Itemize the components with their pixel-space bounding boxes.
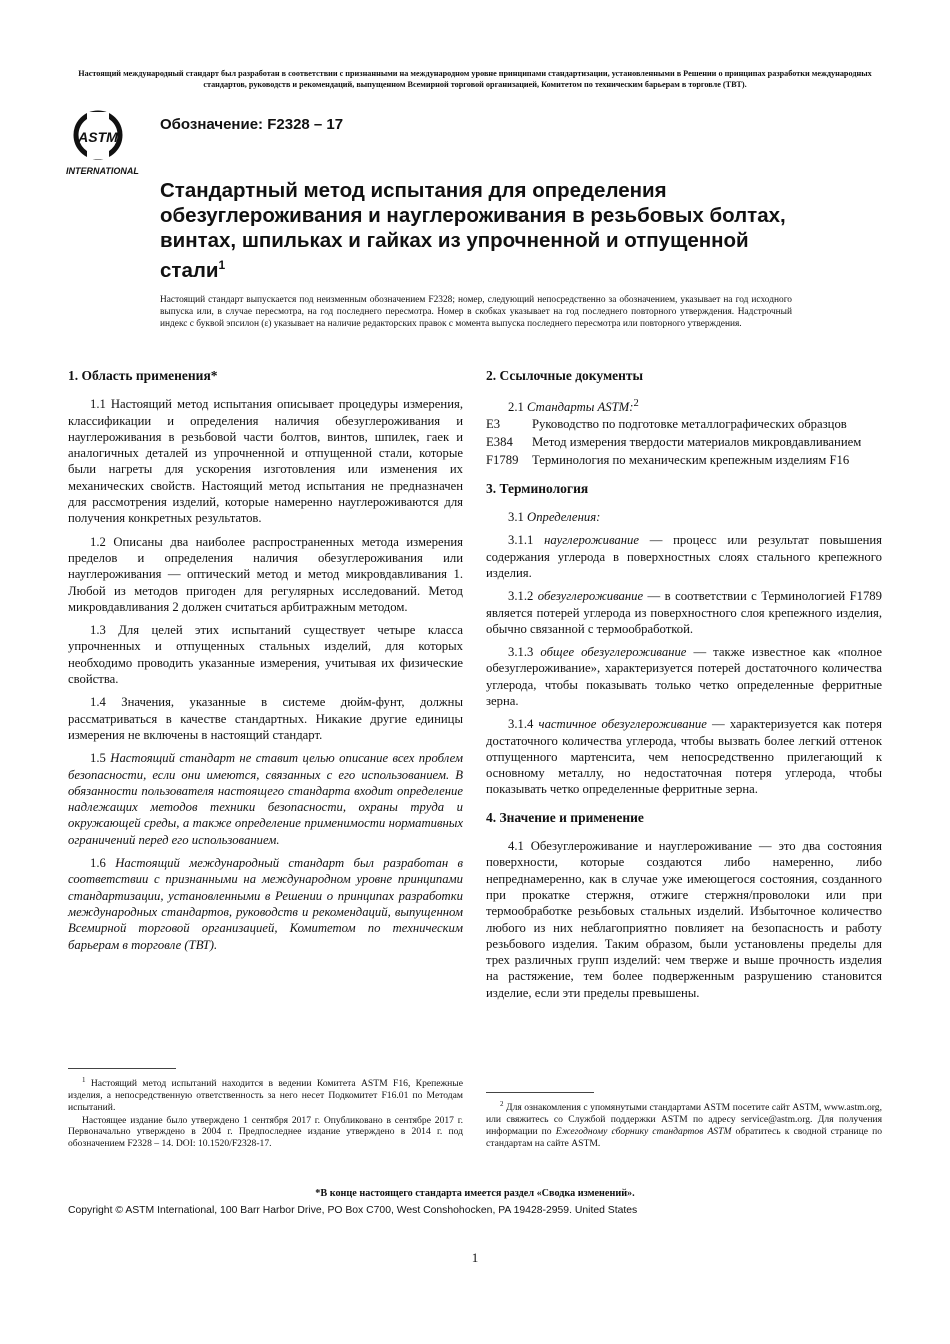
footnote-2-text-before: Для ознакомления с упомянутыми стандартами ASTM посетите сайт ASTM, www.astm.org, или свяжитесь со Службой поддержки ASTM по адресу service@astm.org. Для получения информации по (486, 1102, 882, 1137)
copyright-line: Copyright © ASTM International, 100 Barr Harbor Drive, PO Box C700, West Conshohocken, PA 19428-2959. United States (68, 1205, 638, 1216)
footnote-2-rule (486, 1092, 594, 1093)
term-3-1-3 (486, 644, 882, 709)
summary-of-changes-note: *В конце настоящего стандарта имеется раздел «Сводка изменений». (315, 1188, 635, 1199)
issuance-note: Настоящий стандарт выпускается под неизменным обозначением F2328; номер, следующий непосредственно за обозначением, указывает на год исходного выпуска или, в случае пересмотра, на год последнего пересмотра. Номер в скобках указывает на год последнего повторного утверждения. Надстрочный индекс с буквой эпсилон (ε) указывает на наличие редакторских правок с момента выпуска последнего пересмотра или повторного утверждения. (160, 295, 792, 330)
term-3-1-4-term: частичное обезуглероживание (538, 717, 707, 732)
section-2-heading: 2. Ссылочные документы (486, 368, 644, 383)
reference-code: F1789 (486, 453, 519, 468)
reference-title: Терминология по механическим крепежным изделиям F16 (532, 453, 850, 468)
paragraph-1-2: 1.2 Описаны два наиболее распространенных метода измерения пределов и определения наличия обезуглероживания или науглероживания — оптический метод и метод микровдавливания 1. Любой из методов пригоден для регулярных исследований. Метод микровдавливания 2 должен считаться арбитражным методом. (68, 534, 463, 614)
footnote-2-text-after: обратитесь к сводной странице по стандартам на сайте ASTM. (486, 1125, 882, 1149)
term-3-1-2-num: 3.1.2 (508, 589, 534, 604)
paragraph-1-3: 1.3 Для целей этих испытаний существует четыре класса упрочненных и отпущенных стальных изделий, для которых необходимо проводить указанные измерения, учитывая их физические свойства. (68, 623, 463, 687)
paragraph-3-1 (486, 509, 882, 525)
footnote-1-text-1: Настоящий метод испытаний находится в ведении Комитета ASTM F16, Крепежные изделия, а непосредственную ответственность за него несет Подкомитет F16.01 по Методам испытаний. (68, 1078, 463, 1113)
paragraph-2-1-text: Стандарты ASTM: (527, 400, 634, 415)
term-3-1-1 (486, 532, 882, 581)
paragraph-3-1-num: 3.1 (508, 510, 524, 525)
term-3-1-4 (486, 716, 882, 797)
paragraph-1-4: 1.4 Значения, указанные в системе дюйм-фунт, должны рассматриваться в качестве стандартных. Никакие другие единицы измерения не включены в настоящий стандарт. (68, 695, 463, 742)
section-3-heading: 3. Терминология (486, 480, 589, 496)
footnote-1-p1 (68, 1075, 463, 1114)
section-1-heading: 1. Область применения* (68, 368, 218, 383)
term-3-1-1-term: науглероживание (544, 533, 640, 548)
reference-title: Метод измерения твердости материалов микровдавливанием (532, 435, 862, 450)
paragraph-1-6-text: Настоящий международный стандарт был разработан в соответствии с признанными на международном уровне принципами стандартизации, установленными в Решении о принципах разработки международных стандартов, руководств и рекомендаций, выпущенном Всемирной торговой организацией, Комитетом по техническим барьерам в торговле (ТВТ). (68, 856, 463, 952)
section-4-heading: 4. Значение и применение (486, 809, 644, 825)
page-number: 1 (471, 1250, 479, 1265)
footnote-1-p2: Настоящее издание было утверждено 1 сентября 2017 г. Опубликовано в сентябре 2017 г. Первоначально утверждено в 2004 г. Предпоследнее издание утверждено в 2014 г. под обозначением F2328 – 14. DOI: 10.1520/F2328-17. (68, 1114, 463, 1150)
title-text: Стандартный метод испытания для определения обезуглероживания и науглероживания в резьбовых болтах, винтах, шпильках и гайках из упрочненной и отпущенной стали (160, 179, 786, 282)
footnote-2-text-italic: Ежегодному сборнику стандартов ASTM (555, 1125, 732, 1137)
term-3-1-3-text: — также известное как «полное обезуглероживание», характеризуется потерей достаточного количества углерода, чтобы показывать только четко определенные ферритные зерна. (486, 645, 883, 708)
term-3-1-2-text: — в соответствии с Терминологией F1789 является потерей углерода из поверхностного слоя крепежного изделия, обычно связанной с термообработкой. (486, 589, 882, 636)
reference-item (486, 434, 882, 450)
astm-logo-subtext: INTERNATIONAL (66, 166, 139, 176)
astm-logo (66, 104, 152, 178)
reference-title: Руководство по подготовке металлографических образцов (532, 416, 847, 431)
left-column (68, 368, 463, 960)
term-3-1-4-text: — характеризуется как потеря достаточного количества углерода, чтобы вызвать более легкий оттенок отпущенного мартенсита, чем непосредственно прилегающий к основному металлу, но недостаточная потеря углерода, чтобы показывать четко определенные ферритные зерна. (486, 717, 882, 797)
term-3-1-2 (486, 588, 882, 637)
term-3-1-1-num: 3.1.1 (508, 533, 534, 548)
paragraph-3-1-label: Определения: (527, 510, 601, 525)
paragraph-2-1 (508, 396, 882, 416)
term-3-1-1-text: — процесс или результат повышения содержания углерода в поверхностных слоях стального крепежного изделия. (486, 533, 882, 580)
reference-code: E384 (486, 435, 513, 450)
paragraph-2-1-num: 2.1 (508, 400, 524, 415)
footnote-1-num: 1 (82, 1076, 86, 1084)
astm-logo-text: ASTM (78, 129, 118, 145)
paragraph-1-1: 1.1 Настоящий метод испытания описывает процедуры измерения, классификации и определения наличия обезуглероживания и науглероживания в резьбовой части болтов, винтов, шпилек, гаек и аналогичных деталей из упрочненной и отпущенной стали, которые были нагреты для ускорения изготовления или изменения их механических свойств. Настоящий метод испытания не предназначен для рассмотрения изделий, которые намеренно науглероживаются для получения конкретных результатов. (68, 397, 463, 526)
footnote-2-p1 (486, 1099, 882, 1149)
footnote-2-num: 2 (500, 1100, 504, 1108)
term-3-1-3-term: общее обезуглероживание (540, 645, 687, 660)
right-column (486, 368, 882, 1008)
header-notice: Настоящий международный стандарт был разработан в соответствии с признанными на международном уровне принципами стандартизации, установленными в Решении о принципах разработки международных стандартов, руководств и рекомендаций, выпущенном Всемирной торговой организацией, Комитетом по техническим барьерам в торговле (ТВТ). (78, 69, 872, 89)
footnote-2-ref: 2 (633, 398, 639, 410)
reference-code: E3 (486, 416, 501, 431)
title-footnote-ref: 1 (218, 258, 226, 272)
term-3-1-4-num: 3.1.4 (508, 717, 534, 732)
footnote-1-rule (68, 1068, 176, 1069)
paragraph-1-6-num: 1.6 (90, 856, 106, 871)
paragraph-1-6 (68, 855, 463, 953)
paragraph-1-5-num: 1.5 (90, 751, 106, 766)
designation: Обозначение: F2328 – 17 (160, 116, 344, 133)
reference-item (486, 452, 882, 468)
footnote-2 (486, 1099, 882, 1150)
document-title (160, 178, 810, 283)
paragraph-1-5-text: Настоящий стандарт не ставит целью описание всех проблем безопасности, если они имеются, связанных с его использованием. В обязанности пользователя настоящего стандарта входит определение надлежащих методов техники безопасности, охраны труда и окружающей среды, а также определение применимости нормативных ограничений перед его использованием. (68, 751, 463, 847)
paragraph-1-5 (68, 750, 463, 848)
paragraph-4-1: 4.1 Обезуглероживание и науглероживание — это два состояния поверхности, которые создаются либо намеренно, либо непреднамеренно, как в случае уже имеющегося состояния, созданного при прокатке стержня, отжиге стержня/проволоки или при термообработке резьбовых стальных изделий. Избыточное количество любого из них неблагоприятно повлияет на безопасность и работу резьбового изделия. Таким образом, были установлены пределы для трех различных групп изделий: чем тверже и выше прочность изделия на растяжение, тем более подверженным разрушению становится изделие, если эти пределы превышены. (486, 839, 882, 1000)
term-3-1-3-num: 3.1.3 (508, 645, 534, 660)
footnote-1 (68, 1075, 463, 1151)
term-3-1-2-term: обезуглероживание (537, 589, 644, 604)
reference-item (486, 416, 882, 432)
